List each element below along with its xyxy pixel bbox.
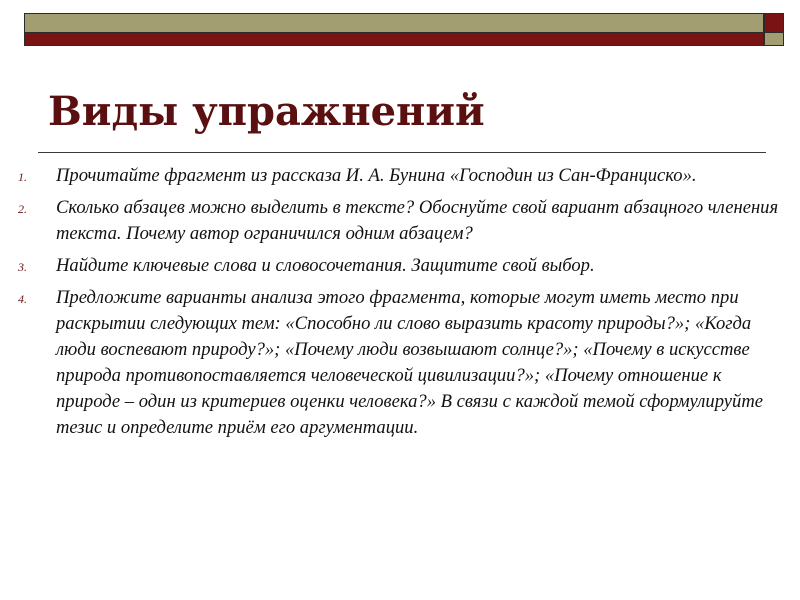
list-item-number: 2.: [18, 202, 27, 216]
header-bar-olive: [24, 13, 764, 33]
list-item-number: 1.: [18, 170, 27, 184]
list-item-number: 4.: [18, 292, 27, 306]
header-corner-square-olive: [764, 33, 784, 46]
list-item: [0, 285, 800, 441]
list-item-text: Прочитайте фрагмент из рассказа И. А. Бунина «Господин из Сан-Франциско».: [56, 165, 697, 186]
list-item: [0, 163, 800, 189]
list-item: [0, 253, 800, 279]
title-divider: [38, 152, 766, 153]
header-bar-maroon: [24, 33, 764, 46]
list-item-text: Сколько абзацев можно выделить в тексте? Обоснуйте свой вариант абзацного членения текста. Почему автор ограничился одним абзацем?: [56, 197, 779, 244]
slide-title: Виды упражнений: [48, 88, 485, 135]
list-item: [0, 195, 800, 247]
list-item-text: Найдите ключевые слова и словосочетания. Защитите свой выбор.: [56, 255, 595, 276]
exercise-list: [0, 163, 800, 447]
list-item-text: Предложите варианты анализа этого фрагмента, которые могут иметь место при раскрытии следующих тем: «Способно ли слово выразить красоту природы?»; «Когда люди воспевают природу?»; «Почему люди возвышают солнце?»; «Почему в искусстве природа противопоставляется человеческой цивилизации?»; «Почему отношение к природе – один из критериев оценки человека?» В связи с каждой темой сформулируйте тезис и определите приём его аргументации.: [56, 287, 763, 438]
header-corner-square-maroon: [764, 13, 784, 33]
list-item-number: 3.: [18, 260, 27, 274]
